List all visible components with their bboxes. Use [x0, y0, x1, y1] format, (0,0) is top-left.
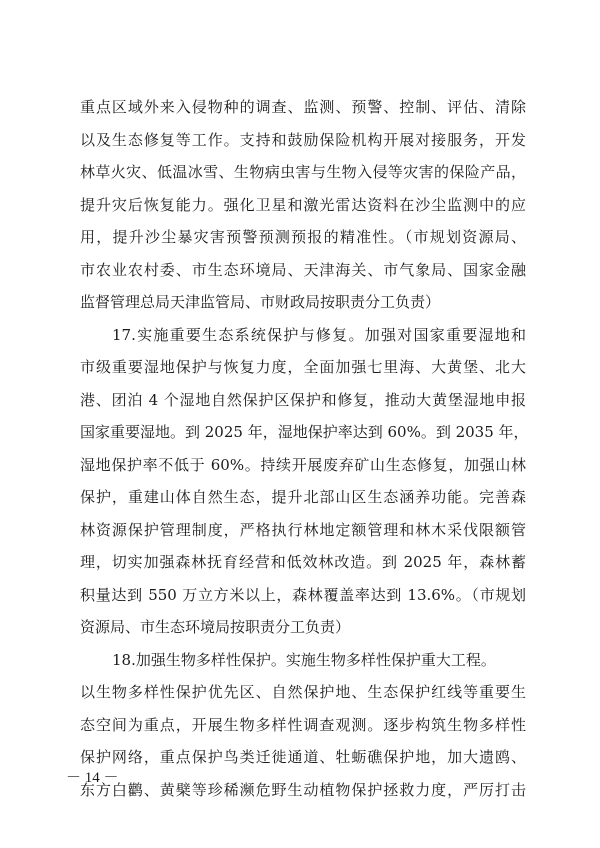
text-line: 东方白鹳、黄檗等珍稀濒危野生动植物保护拯救力度，严厉打击 — [80, 781, 526, 799]
text-line: 市农业农村委、市生态环境局、天津海关、市气象局、国家金融 — [80, 261, 526, 279]
text-line: 资源局、市生态环境局按职责分工负责） — [80, 618, 351, 636]
text-line: 林草火灾、低温冰雪、生物病虫害与生物入侵等灾害的保险产品， — [80, 163, 526, 181]
text-line: 以及生态修复等工作。支持和鼓励保险机构开展对接服务，开发 — [80, 131, 526, 149]
text-line: 保护网络，重点保护鸟类迁徙通道、牡蛎礁保护地，加大遗鸥、 — [80, 748, 526, 766]
text-line: 态空间为重点，开展生物多样性调查观测。逐步构筑生物多样性 — [80, 716, 526, 734]
text-line: 18.加强生物多样性保护。实施生物多样性保护重大工程。 — [112, 651, 496, 669]
text-line: 林资源保护管理制度，严格执行林地定额管理和林木采伐限额管 — [80, 521, 526, 539]
text-line: 市级重要湿地保护与恢复力度，全面加强七里海、大黄堡、北大 — [80, 358, 526, 376]
text-line: 国家重要湿地。到 2025 年，湿地保护率达到 60%。到 2035 年， — [80, 423, 529, 441]
text-line: 港、团泊 4 个湿地自然保护区保护和修复，推动大黄堡湿地申报 — [80, 391, 526, 409]
text-line: 湿地保护率不低于 60%。持续开展废弃矿山生态修复，加强山林 — [80, 456, 526, 474]
text-line: 用，提升沙尘暴灾害预警预测预报的精准性。（市规划资源局、 — [80, 228, 526, 246]
text-line: 保护，重建山体自然生态，提升北部山区生态涵养功能。完善森 — [80, 488, 526, 506]
text-line: 积量达到 550 万立方米以上，森林覆盖率达到 13.6%。（市规划 — [80, 586, 526, 604]
text-line: 理，切实加强森林抚育经营和低效林改造。到 2025 年，森林蓄 — [80, 553, 526, 571]
text-line: 监督管理总局天津监管局、市财政局按职责分工负责） — [80, 293, 441, 311]
text-line: 提升灾后恢复能力。强化卫星和激光雷达资料在沙尘监测中的应 — [80, 196, 526, 214]
page-number: － 14 － — [66, 770, 119, 786]
text-line: 17.实施重要生态系统保护与修复。加强对国家重要湿地和 — [112, 326, 526, 344]
text-line: 重点区域外来入侵物种的调查、监测、预警、控制、评估、清除 — [80, 98, 526, 116]
text-line: 以生物多样性保护优先区、自然保护地、生态保护红线等重要生 — [80, 683, 526, 701]
